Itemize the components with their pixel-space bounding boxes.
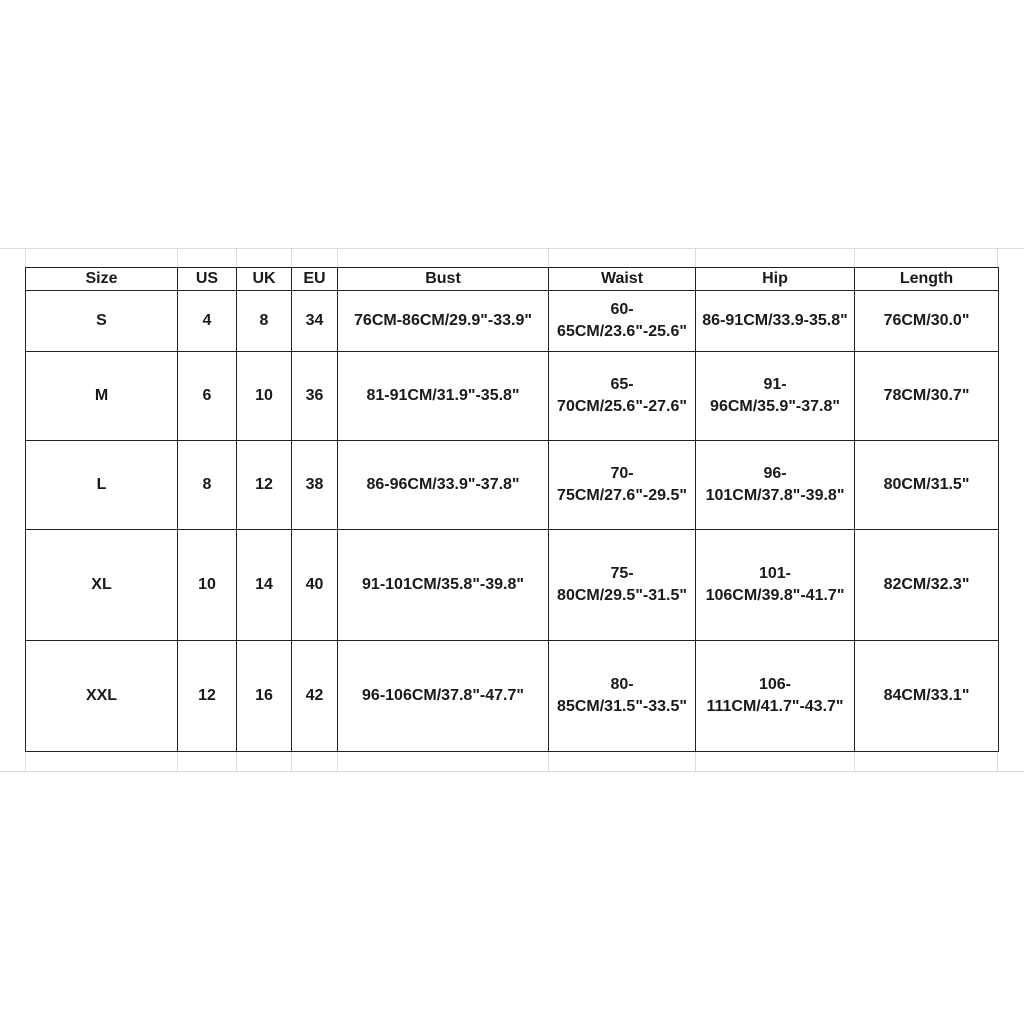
cell-waist: 80-85CM/31.5"-33.5" [549, 641, 696, 752]
cell-bust: 81-91CM/31.9"-35.8" [338, 352, 549, 441]
cell-us: 6 [178, 352, 237, 441]
cell-bust: 86-96CM/33.9"-37.8" [338, 441, 549, 530]
table-header-row [26, 268, 999, 291]
table-row [26, 291, 999, 352]
cell-eu: 40 [292, 530, 338, 641]
cell-hip: 86-91CM/33.9-35.8" [696, 291, 855, 352]
cell-length: 76CM/30.0" [855, 291, 999, 352]
cell-hip: 96-101CM/37.8"-39.8" [696, 441, 855, 530]
table-row [26, 641, 999, 752]
cell-us: 4 [178, 291, 237, 352]
cell-uk: 14 [237, 530, 292, 641]
cell-length: 78CM/30.7" [855, 352, 999, 441]
cell-length: 82CM/32.3" [855, 530, 999, 641]
cell-uk: 10 [237, 352, 292, 441]
cell-uk: 16 [237, 641, 292, 752]
cell-size: M [26, 352, 178, 441]
cell-waist: 60-65CM/23.6"-25.6" [549, 291, 696, 352]
cell-waist: 70-75CM/27.6"-29.5" [549, 441, 696, 530]
header-waist: Waist [549, 268, 696, 291]
cell-bust: 76CM-86CM/29.9"-33.9" [338, 291, 549, 352]
cell-hip: 101-106CM/39.8"-41.7" [696, 530, 855, 641]
header-size: Size [26, 268, 178, 291]
header-eu: EU [292, 268, 338, 291]
cell-length: 84CM/33.1" [855, 641, 999, 752]
cell-eu: 36 [292, 352, 338, 441]
cell-us: 10 [178, 530, 237, 641]
cell-length: 80CM/31.5" [855, 441, 999, 530]
cell-us: 8 [178, 441, 237, 530]
cell-size: S [26, 291, 178, 352]
cell-eu: 38 [292, 441, 338, 530]
cell-waist: 75-80CM/29.5"-31.5" [549, 530, 696, 641]
cell-bust: 91-101CM/35.8"-39.8" [338, 530, 549, 641]
header-length: Length [855, 268, 999, 291]
cell-hip: 106-111CM/41.7"-43.7" [696, 641, 855, 752]
header-us: US [178, 268, 237, 291]
table-row [26, 441, 999, 530]
header-uk: UK [237, 268, 292, 291]
cell-us: 12 [178, 641, 237, 752]
cell-bust: 96-106CM/37.8"-47.7" [338, 641, 549, 752]
cell-eu: 42 [292, 641, 338, 752]
header-hip: Hip [696, 268, 855, 291]
cell-uk: 8 [237, 291, 292, 352]
cell-size: L [26, 441, 178, 530]
cell-hip: 91-96CM/35.9"-37.8" [696, 352, 855, 441]
cell-size: XL [26, 530, 178, 641]
size-chart-table [25, 267, 999, 752]
cell-waist: 65-70CM/25.6"-27.6" [549, 352, 696, 441]
header-bust: Bust [338, 268, 549, 291]
table-row [26, 530, 999, 641]
cell-uk: 12 [237, 441, 292, 530]
cell-size: XXL [26, 641, 178, 752]
cell-eu: 34 [292, 291, 338, 352]
table-row [26, 352, 999, 441]
